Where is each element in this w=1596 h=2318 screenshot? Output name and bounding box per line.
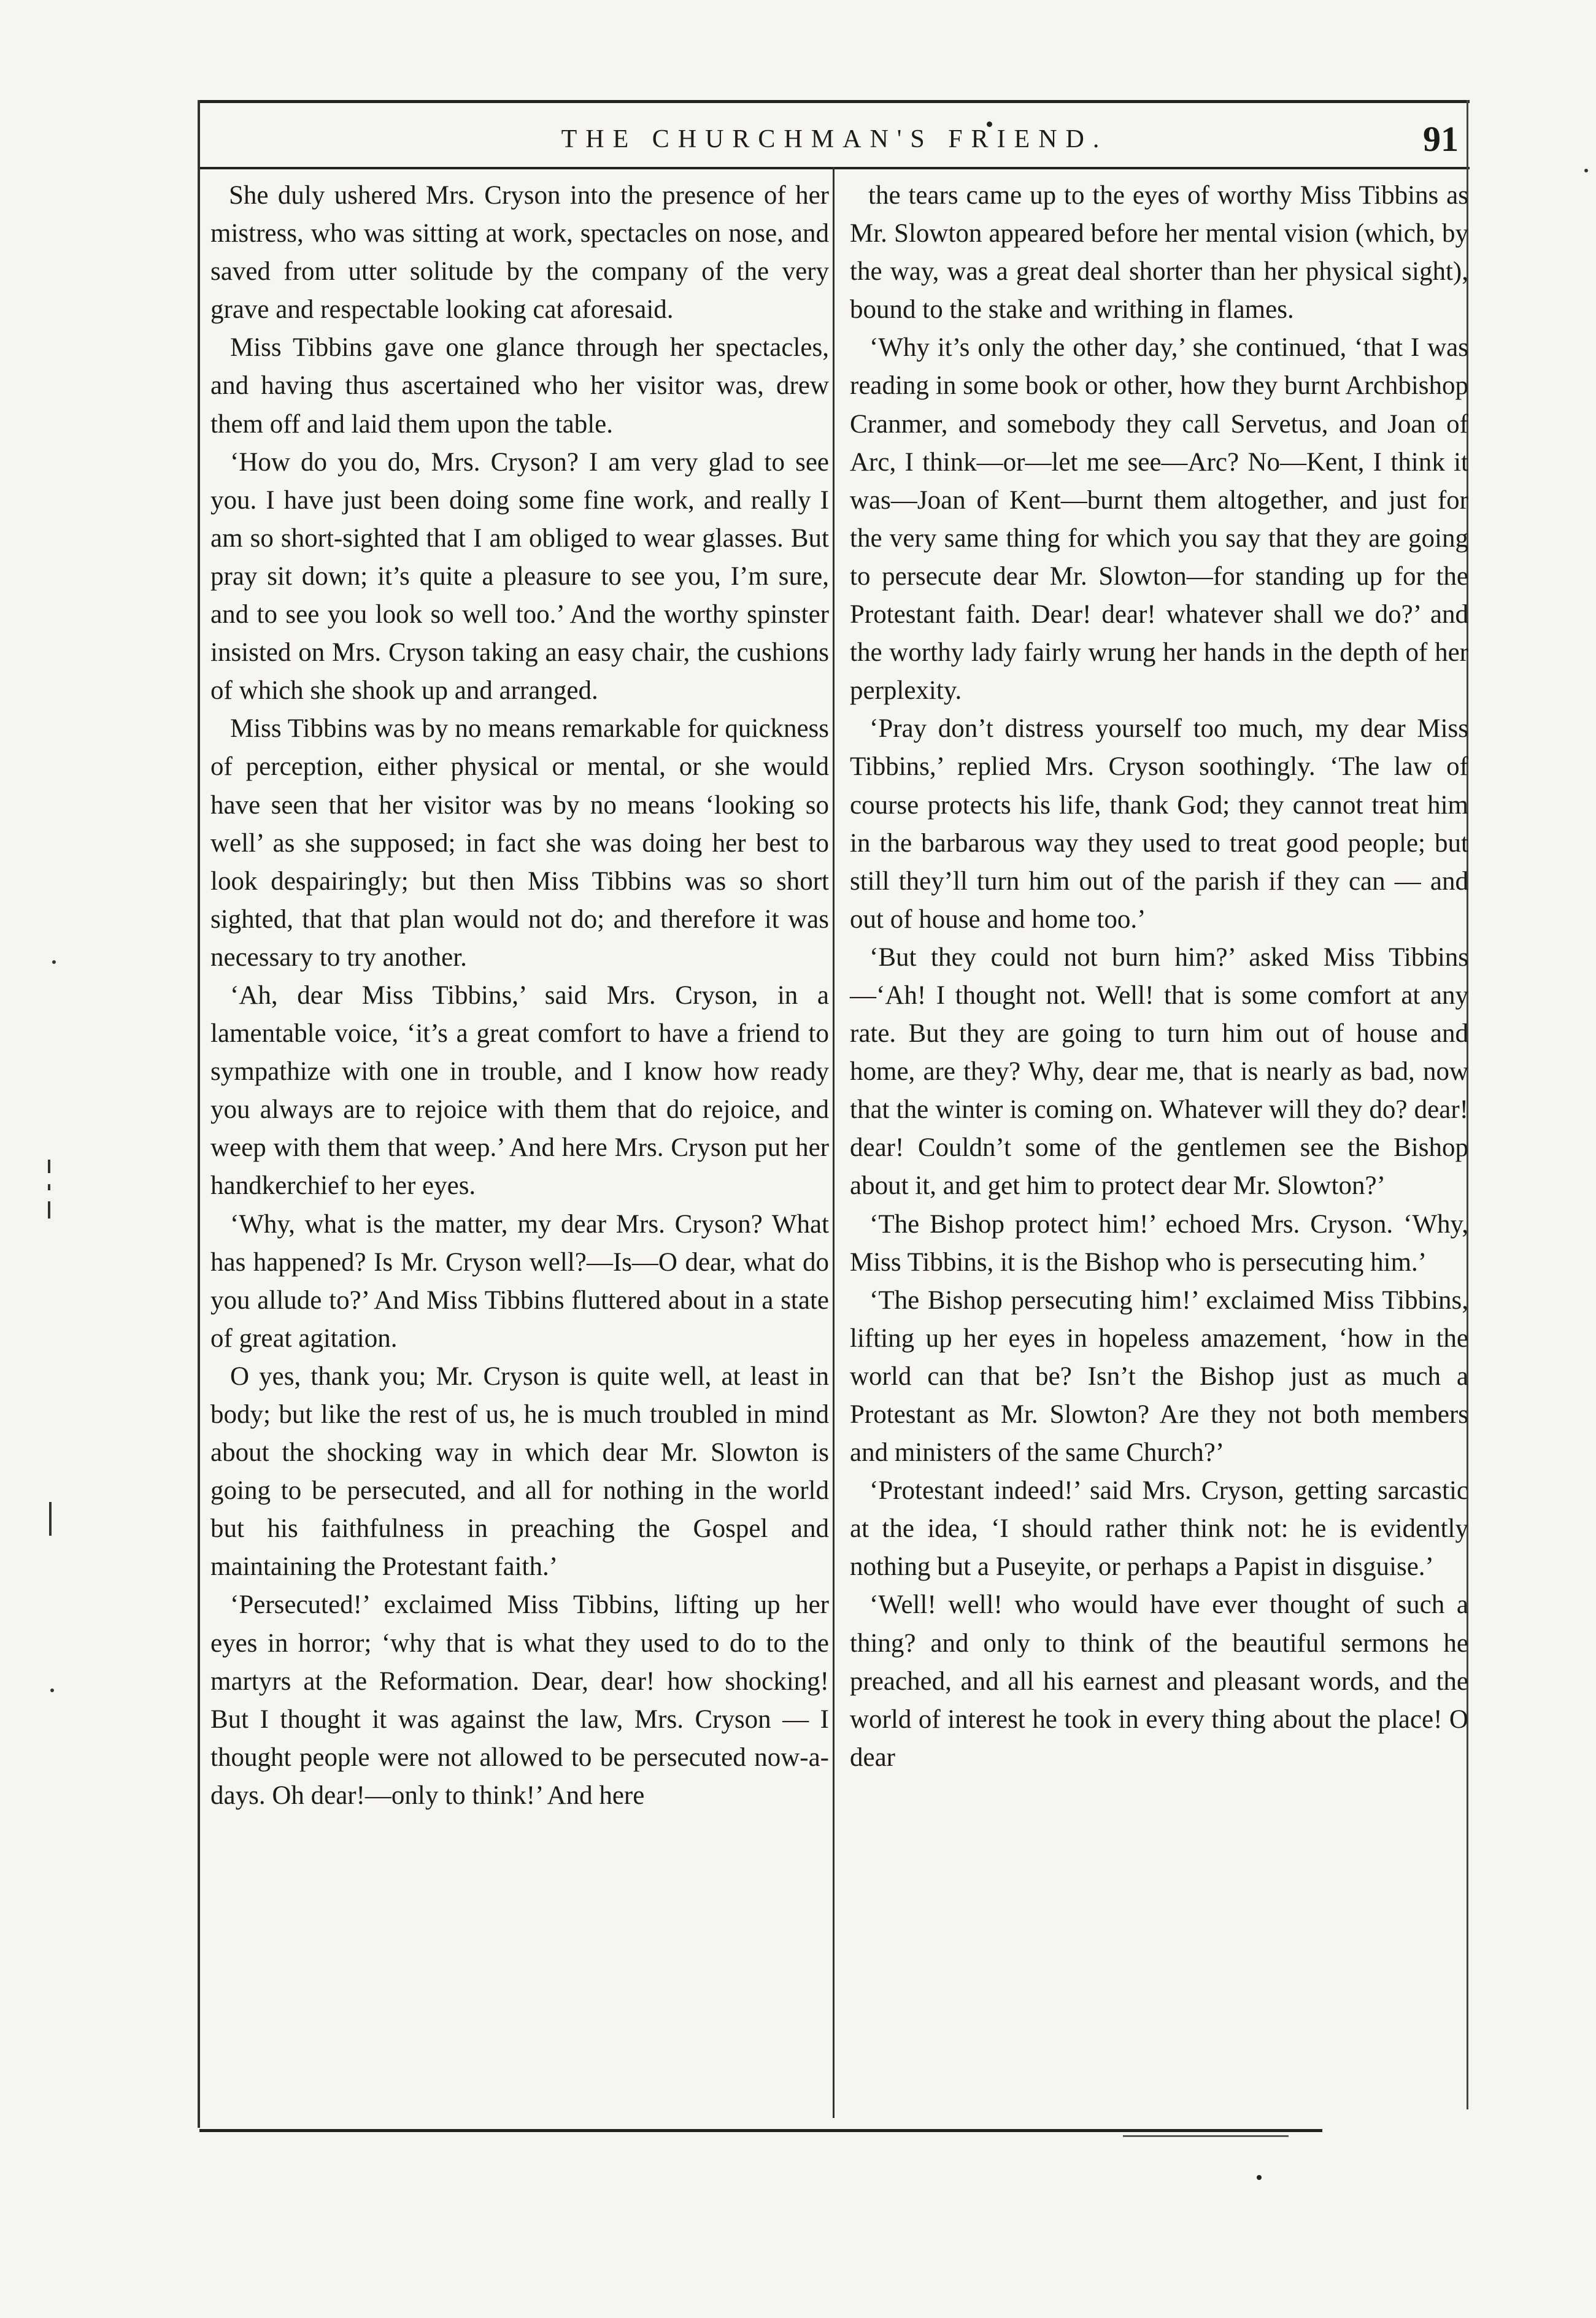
margin-mark (48, 1184, 50, 1190)
header-rule (199, 167, 1470, 169)
paragraph: ‘But they could not burn him?’ asked Miss Tibbins—‘Ah! I thought not. Well! that is some comfort at any rate. But they are going to turn him out of house and home, are they? Why, dear me, that is nearly as bad, now that the winter is coming on. Whatever will they do? dear! dear! Couldn’t some of the gentlemen see the Bishop about it, and get him to protect dear Mr. Slowton?’ (850, 942, 1468, 1201)
paragraph: ‘How do you do, Mrs. Cryson? I am very glad to see you. I have just been doing some fine work, and really I am so short-sighted that I am obliged to wear glasses. But pray sit down; it’s quite a pleasure to see you, I’m sure, and to see you look so well too.’ And the worthy spinster insisted on Mrs. Cryson taking an easy chair, the cushions of which she shook up and arranged. (210, 447, 829, 706)
paragraph: Miss Tibbins gave one glance through her spectacles, and having thus ascertained who her visitor was, drew them off and laid them upon the table. (210, 333, 829, 439)
paragraph: ‘Pray don’t distress yourself too much, my dear Miss Tibbins,’ replied Mrs. Cryson soothingly. ‘The law of course protects his life, thank God; they cannot treat him in the barbarous way they used to treat good people; but still they’ll turn him out of the parish if they can — and out of house and home too.’ (850, 714, 1468, 934)
page-number: 91 (1423, 119, 1459, 159)
paragraph: ‘Protestant indeed!’ said Mrs. Cryson, getting sarcastic at the idea, ‘I should rather think not: he is evidently nothing but a Puseyite, or perhaps a Papist in disguise.’ (850, 1476, 1468, 1582)
running-header (199, 120, 1470, 158)
paragraph: ‘Persecuted!’ exclaimed Miss Tibbins, lifting up her eyes in horror; ‘why that is what they used to do to the martyrs at the Reformation. Dear, dear! how shocking! But I thought it was against the law, Mrs. Cryson — I thought people were not allowed to be persecuted now-a-days. Oh dear!—only to think!’ And here (210, 1590, 829, 1810)
top-border-rule (199, 100, 1470, 103)
paragraph: She duly ushered Mrs. Cryson into the presence of her mistress, who was sitting at work, spectacles on nose, and saved from utter solitude by the company of the very grave and respectable looking cat aforesaid. (210, 181, 829, 325)
paragraph: ‘Well! well! who would have ever thought of such a thing? and only to think of the beautiful sermons he preached, and all his earnest and pleasant words, and the world of interest he took in every thing about the place! O dear (850, 1590, 1468, 1772)
paragraph: ‘Why, what is the matter, my dear Mrs. Cryson? What has happened? Is Mr. Cryson well?—Is—O dear, what do you allude to?’ And Miss Tibbins fluttered about in a state of great agitation. (210, 1209, 829, 1353)
margin-mark (50, 1688, 54, 1692)
margin-mark (49, 1502, 52, 1536)
running-title: THE CHURCHMAN'S FRIEND. (561, 125, 1108, 153)
paragraph: ‘Why it’s only the other day,’ she continued, ‘that I was reading in some book or other, how they burnt Archbishop Cranmer, and somebody they call Servetus, and Joan of Arc, I think—or—let me see—Arc? No—Kent, I think it was—Joan of Kent—burnt them altogether, and just for the very same thing for which you say that they are going to persecute dear Mr. Slowton—for standing up for the Protestant faith. Dear! dear! whatever shall we do?’ and the worthy lady fairly wrung her hands in the depth of her perplexity. (850, 333, 1468, 706)
margin-mark (48, 1201, 50, 1219)
paragraph: ‘Ah, dear Miss Tibbins,’ said Mrs. Cryson, in a lamentable voice, ‘it’s a great comfort to have a friend to sympathize with one in trouble, and I know how ready you always are to rejoice with them that do rejoice, and weep with them that weep.’ And here Mrs. Cryson put her handkerchief to her eyes. (210, 980, 829, 1201)
paragraph: the tears came up to the eyes of worthy Miss Tibbins as Mr. Slowton appeared before her mental vision (which, by the way, was a great deal shorter than her physical sight), bound to the stake and writhing in flames. (850, 181, 1468, 325)
paragraph: O yes, thank you; Mr. Cryson is quite well, at least in body; but like the rest of us, he is much troubled in mind about the shocking way in which dear Mr. Slowton is going to be persecuted, and all for nothing in the world but his faithfulness in preaching the Gospel and maintaining the Protestant faith.’ (210, 1361, 829, 1582)
margin-mark (1584, 169, 1588, 172)
right-column (850, 177, 1468, 1777)
left-column (210, 177, 829, 1815)
left-border-rule (198, 100, 200, 2128)
paragraph: Miss Tibbins was by no means remarkable for quickness of perception, either physical or mental, or she would have seen that her visitor was by no means ‘looking so well’ as she supposed; in fact she was doing her best to look despairingly; but then Miss Tibbins was so short sighted, that that plan would not do; and therefore it was necessary to try another. (210, 714, 829, 972)
margin-mark (52, 960, 56, 964)
bottom-border-rule (199, 2129, 1322, 2132)
bottom-border-rule-fragment (1123, 2135, 1289, 2137)
ink-speck (1257, 2175, 1262, 2180)
column-divider (833, 167, 835, 2118)
paragraph: ‘The Bishop protect him!’ echoed Mrs. Cryson. ‘Why, Miss Tibbins, it is the Bishop who is persecuting him.’ (850, 1209, 1468, 1277)
margin-mark (48, 1160, 50, 1173)
paragraph: ‘The Bishop persecuting him!’ exclaimed Miss Tibbins, lifting up her eyes in hopeless amazement, ‘how in the world can that be? Isn’t the Bishop just as much a Protestant as Mr. Slowton? Are they not both members and ministers of the same Church?’ (850, 1285, 1468, 1468)
